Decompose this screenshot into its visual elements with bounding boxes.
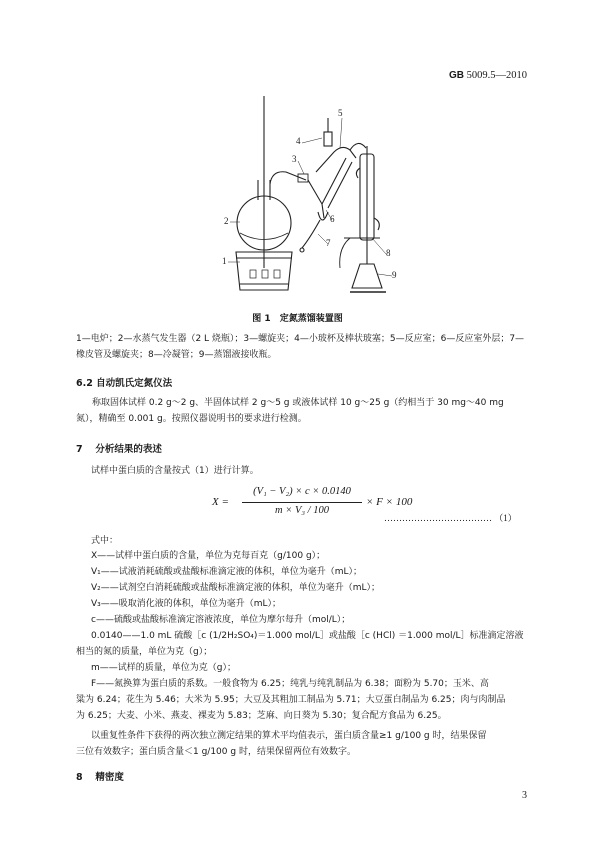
label-2: 2 <box>224 216 229 226</box>
formula-tail: × F × 100 <box>366 496 413 508</box>
section-7-heading: 7 分析结果的表述 <box>76 444 162 455</box>
result-line-1: 以重复性条件下获得的两次独立测定结果的算术平均值表示，蛋白质含量≥1 g/100 g 时，结果保留 <box>91 731 487 741</box>
label-7: 7 <box>326 238 331 248</box>
def-m: m——试样的质量，单位为克（g）； <box>91 663 236 673</box>
figure-legend: 1—电炉；2—水蒸气发生器（2 L 烧瓶）；3—螺旋夹；4—小玻杯及棒状玻塞；5—反应室；6—反应室外层；7—橡皮管及螺旋夹；8—冷凝管；9—蒸馏液接收瓶。 <box>76 334 525 360</box>
label-6: 6 <box>330 214 335 224</box>
result-line-2: 三位有效数字；蛋白质含量＜1 g/100 g 时，结果保留两位有效数字。 <box>76 747 356 757</box>
def-c: c——硫酸或盐酸标准滴定溶液浓度，单位为摩尔每升（mol/L）； <box>91 615 351 625</box>
formula-intro: 试样中蛋白质的含量按式（1）进行计算。 <box>91 466 259 476</box>
standard-number: 5009.5—2010 <box>466 70 527 81</box>
def-constant: 0.0140——1.0 mL 硫酸［c (1/2H₂SO₄)＝1.000 mol/L］或盐酸［c (HCl) ＝1.000 mol/L］标准滴定溶液 <box>91 631 524 641</box>
label-5: 5 <box>338 108 343 118</box>
def-f: F——氮换算为蛋白质的系数。一般食物为 6.25；纯乳与纯乳制品为 6.38；面粉为 5.70；玉米、高 <box>91 679 489 689</box>
label-3: 3 <box>292 154 297 164</box>
standard-code <box>449 70 527 81</box>
variable-definitions <box>76 548 536 724</box>
def-constant-cont: 相当的氮的质量，单位为克（g）； <box>76 647 213 657</box>
formula-denominator: m × V₃ / 100 <box>275 505 329 516</box>
rubber-tube <box>302 220 320 248</box>
screw-clamp <box>298 174 308 182</box>
equation-number: ……………………………… （1） <box>384 513 517 523</box>
standard-prefix: GB <box>449 70 464 81</box>
label-4: 4 <box>296 136 301 146</box>
def-v2: V₂——试剂空白消耗硫酸或盐酸标准滴定液的体积，单位为毫升（mL）； <box>91 583 381 593</box>
page-number: 3 <box>522 790 527 801</box>
section-8-heading: 8 精密度 <box>76 772 124 783</box>
section-6-2-body: 称取固体试样 0.2 g～2 g、半固体试样 2 g～5 g 或液体试样 10 g～25 g（约相当于 30 mg～40 mg 氮），精确至 0.001 g。按照仪器说明书的要求进行检测。 <box>76 398 504 424</box>
distillation-apparatus-figure <box>210 88 410 303</box>
label-8: 8 <box>386 248 391 258</box>
small-glass-cup <box>324 132 332 146</box>
def-f-cont-2: 为 6.25；大麦、小米、燕麦、裸麦为 5.83；芝麻、向日葵为 5.30；复合配方食品为 6.25。 <box>76 711 447 721</box>
reaction-chamber <box>316 147 356 172</box>
def-v3: V₃——吸取消化液的体积，单位为毫升（mL）； <box>91 599 282 609</box>
formula-lhs: X = <box>212 496 229 508</box>
def-x: X——试样中蛋白质的含量，单位为克每百克（g/100 g）； <box>91 551 326 561</box>
def-v1: V₁——试液消耗硫酸或盐酸标准滴定液的体积，单位为毫升（mL）； <box>91 567 363 577</box>
label-9: 9 <box>392 270 397 280</box>
protein-formula <box>200 486 530 522</box>
def-f-cont-1: 粱为 6.24；花生为 5.46；大米为 5.95；大豆及其粗加工制品为 5.71；大豆蛋白制品为 6.25；肉与肉制品 <box>76 695 506 705</box>
where-label: 式中： <box>91 536 119 546</box>
result-expression <box>76 728 531 760</box>
section-6-2-heading: 6.2 自动凯氏定氮仪法 <box>76 378 173 389</box>
figure-caption: 图 1 定氮蒸馏装置图 <box>252 314 343 324</box>
receiving-flask <box>352 264 382 288</box>
fraction-bar <box>242 502 362 503</box>
label-1: 1 <box>222 256 227 266</box>
formula-numerator: (V₁ − V₂) × c × 0.0140 <box>253 486 351 497</box>
